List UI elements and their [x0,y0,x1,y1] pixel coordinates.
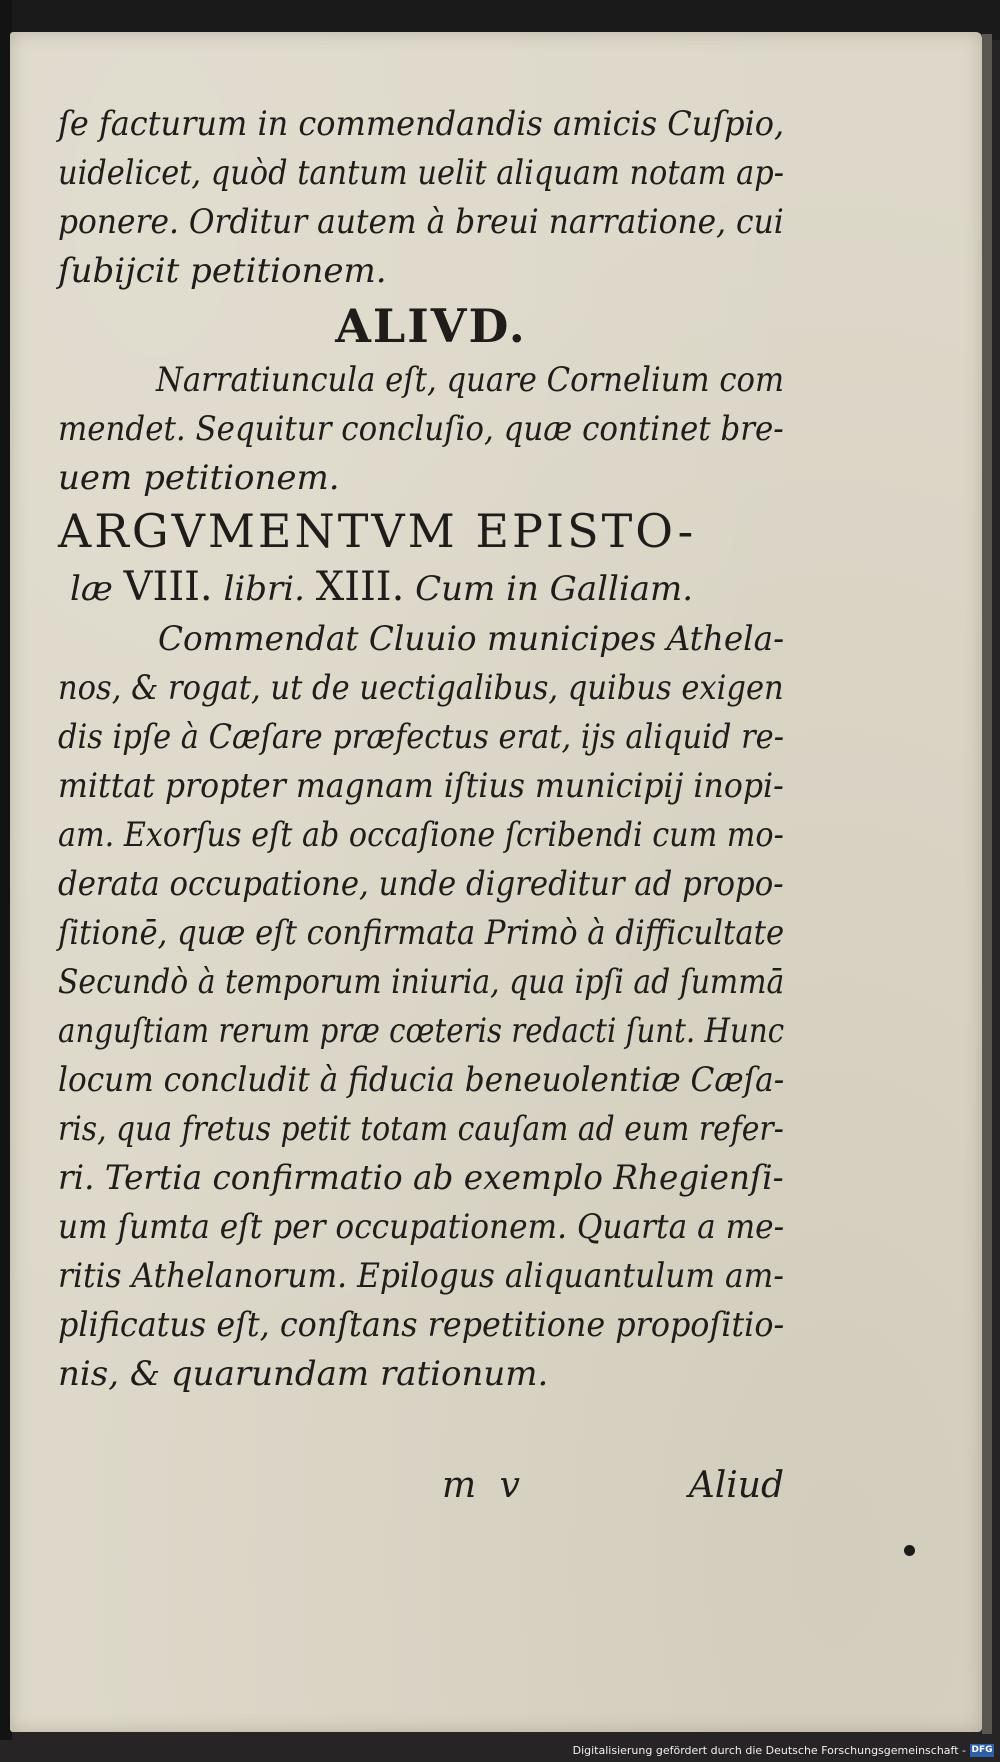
section-heading-argumentum: ARGVMENTVM EPISTO- [58,504,697,558]
text-line: ris, qua fretus petit totam cauſam ad eum refer- [58,1109,784,1149]
text-line: nis, & quarundam rationum. [58,1354,549,1394]
section-heading-argumentum-line2 [58,559,784,615]
text-line: nos, & rogat, ut de uectigalibus, quibus exigen [58,668,784,708]
page-text [58,100,784,1399]
dfg-logo-icon: DFG [971,1745,993,1755]
text-line: ri. Tertia confirmatio ab exemplo Rhegienſi- [58,1158,784,1198]
text-line: locum concludit à fiducia beneuolentiæ Cæſa- [58,1060,785,1100]
text-line: derata occupatione, unde digreditur ad propo- [58,864,784,904]
section-heading-aliud: ALIVD. [335,299,527,353]
heading-fragment-numeral: XIII. [315,564,405,610]
text-line: anguſtiam rerum præ cœteris redacti ſunt. Hunc [58,1011,785,1051]
catchword: Aliud [688,1465,784,1506]
text-line: um ſumta eſt per occupationem. Quarta a me- [58,1207,785,1247]
text-line: mittat propter magnam iſtius municipij inopi- [58,766,784,806]
text-line: Secundò à temporum iniuria, qua ipſi ad ſummā [58,962,785,1002]
ink-dot [904,1545,915,1556]
text-line: ſubijcit petitionem. [58,251,387,291]
text-line: ponere. Orditur autem à breui narratione, cui [58,202,784,242]
text-line: ſe facturum in commendandis amicis Cuſpio, [58,104,785,144]
text-line: uem petitionem. [58,458,340,498]
heading-fragment: læ [70,569,124,609]
digitization-credit: Digitalisierung gefördert durch die Deutsche Forschungsgemeinschaft - [572,1744,966,1757]
signature-mark: m v [442,1465,526,1506]
page-edge-right [982,34,992,1734]
text-line: Narratiuncula eſt, quare Cornelium com [156,360,785,400]
heading-fragment: Cum in Galliam. [404,569,694,609]
text-line: ſitionē, quæ eſt confirmata Primò à difficultate [58,913,785,953]
page-catchline [58,1465,784,1515]
text-line: ritis Athelanorum. Epilogus aliquantulum am- [58,1256,784,1296]
text-line: am. Exorſus eſt ab occaſione ſcribendi cum mo- [58,815,784,855]
heading-fragment-numeral: VIII. [123,564,213,610]
text-line: dis ipſe à Cæſare præfectus erat, ijs aliquid re- [58,717,784,757]
text-line: plificatus eſt, conſtans repetitione propoſitio- [58,1305,785,1345]
text-line: Commendat Cluuio municipes Athela- [158,619,785,659]
text-line: mendet. Sequitur concluſio, quæ continet bre- [58,409,784,449]
heading-fragment: libri. [212,569,316,609]
text-line: uidelicet, quòd tantum uelit aliquam notam ap- [58,153,785,193]
